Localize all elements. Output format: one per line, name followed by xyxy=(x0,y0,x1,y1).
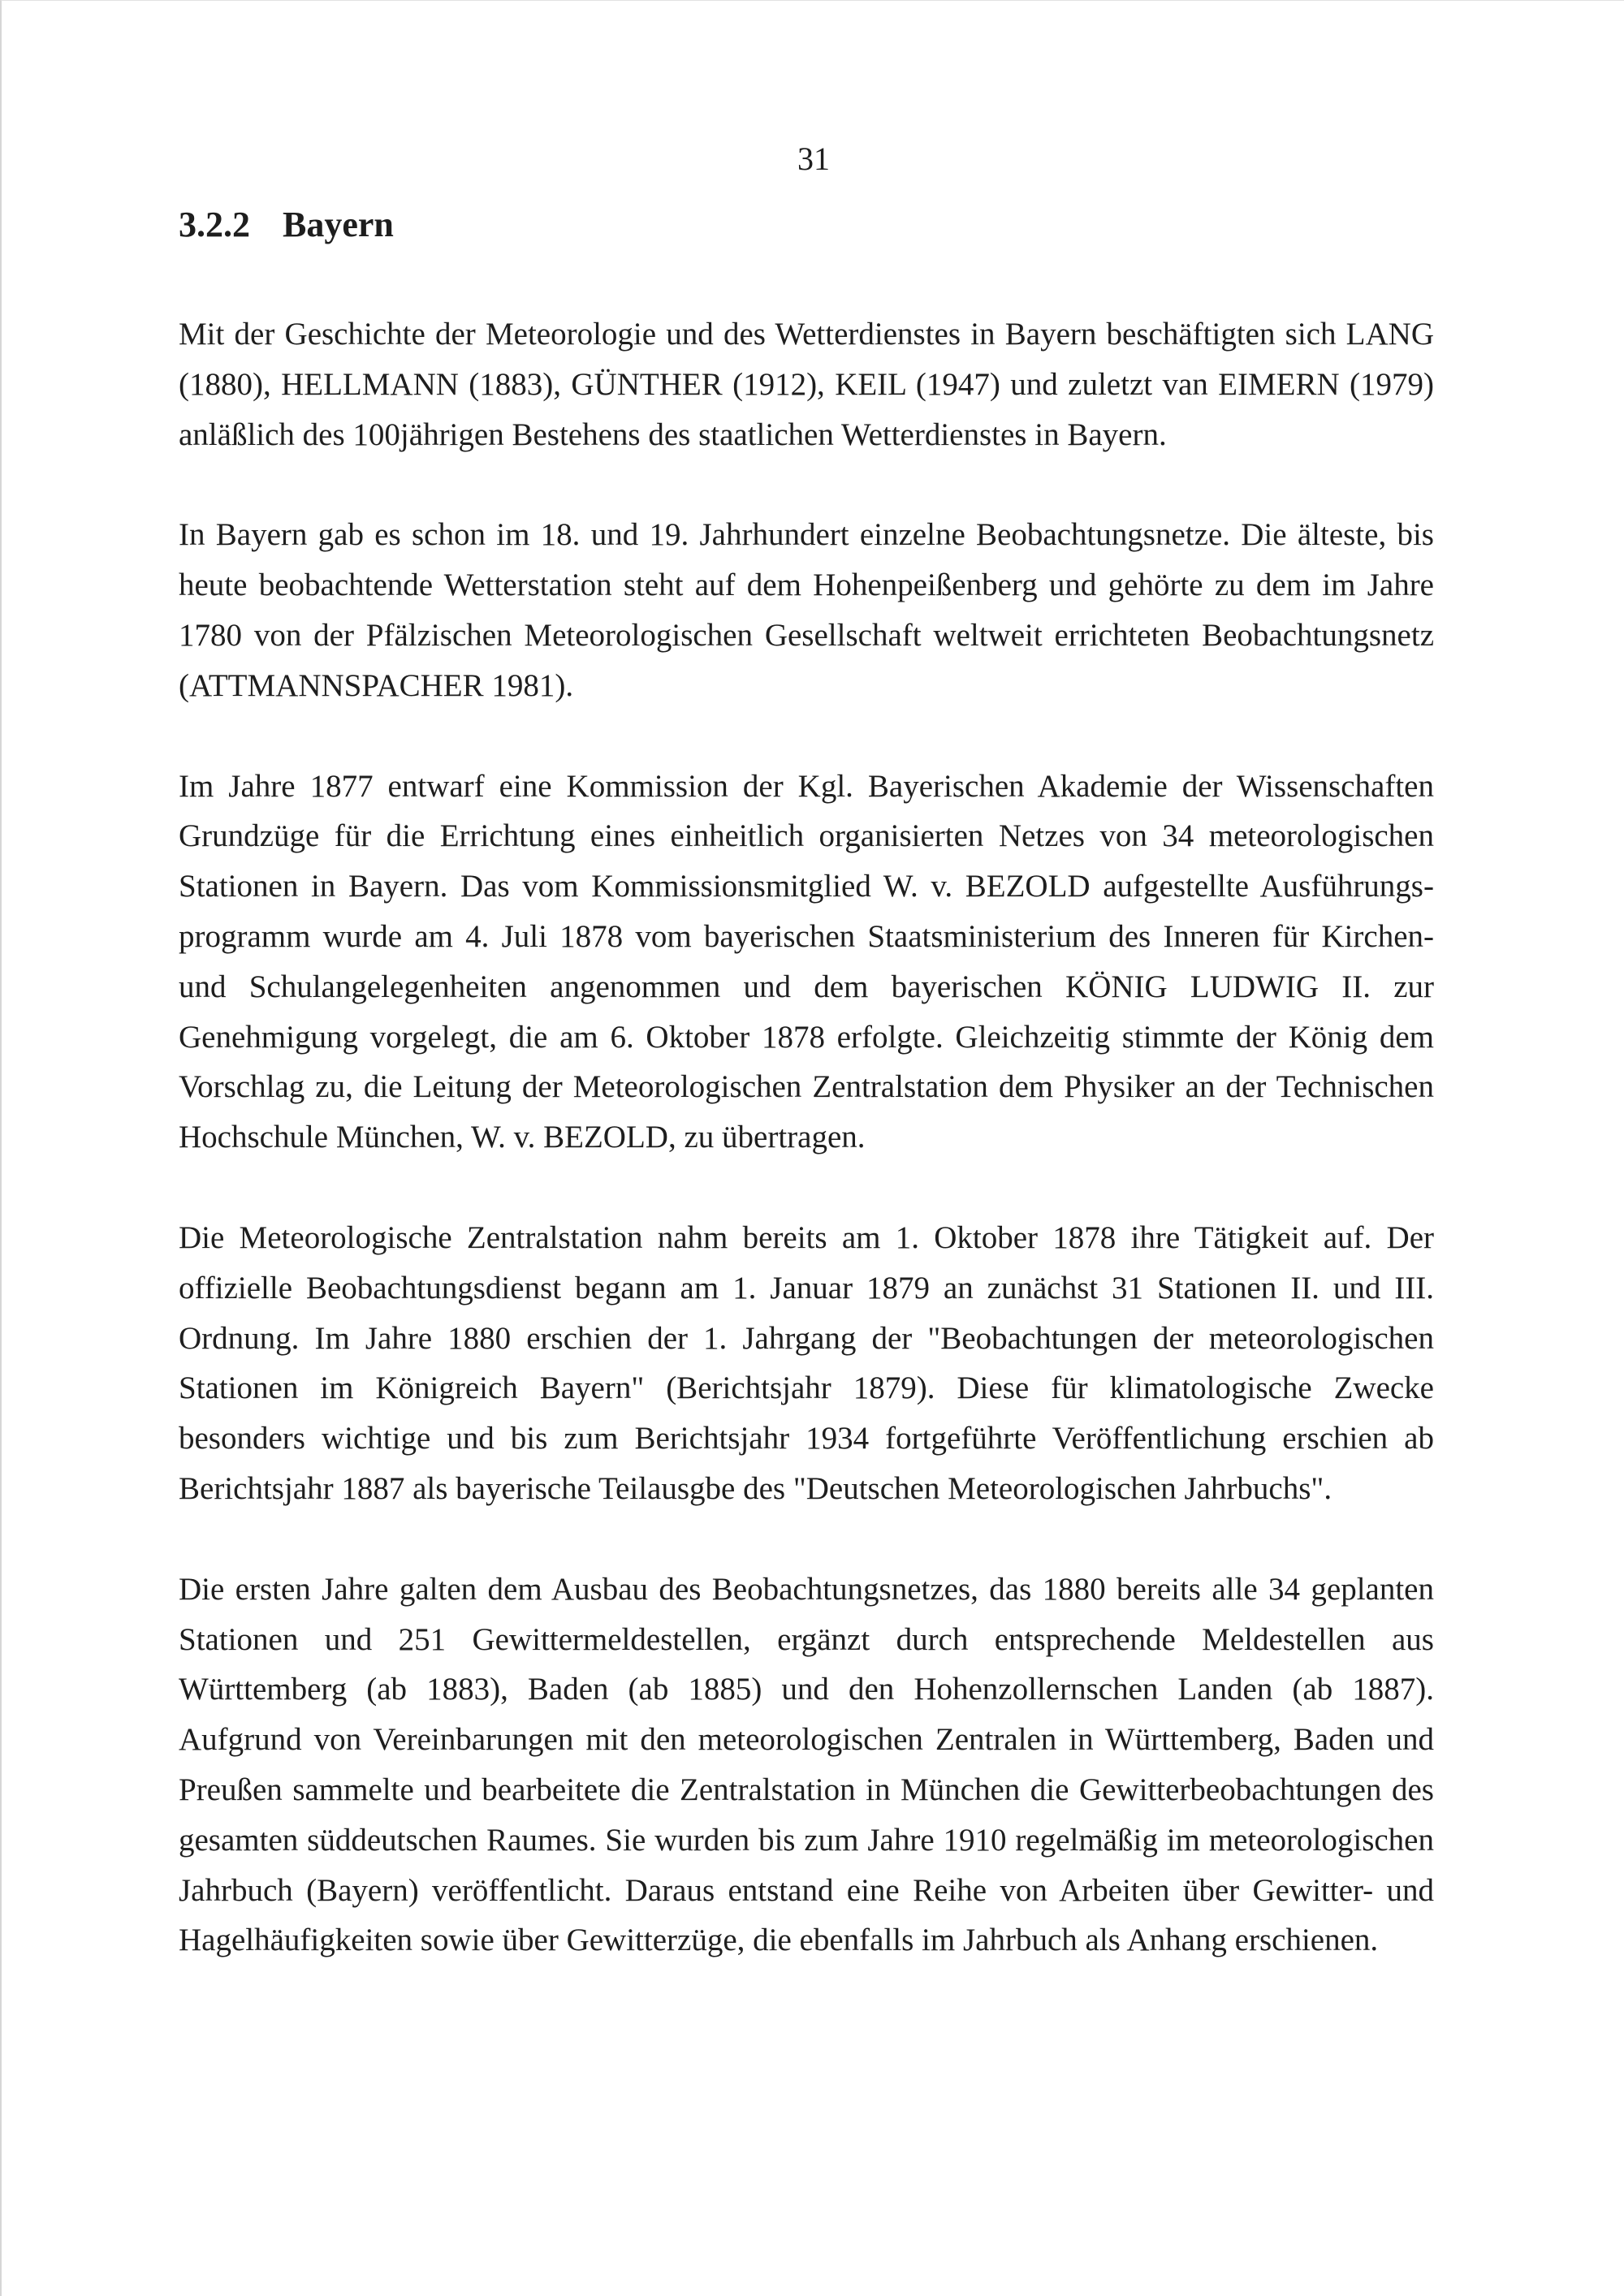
paragraph-central-station: Die Meteorologische Zentralstation nahm bereits am 1. Oktober 1878 ihre Tätigkeit auf. Der offizielle Beobachtungsdienst begann am 1. Januar 1879 an zunächst 31 Stationen II. und III. Ordnung. Im Jahre 1880 erschien der 1. Jahrgang der "Beobachtungen der meteorologischen Stationen im Königreich Bayern" (Berichtsjahr 1879). Diese für klimatologische Zwecke besonders wichtige und bis zum Berichtsjahr 1934 fortgeführte Veröffentlichung erschien ab Berichtsjahr 1887 als bayerische Teilausgbe des "Deutschen Meteorologischen Jahrbuchs". xyxy=(179,1219,1434,1506)
section-number: 3.2.2 xyxy=(179,205,250,244)
page-number: 31 xyxy=(797,140,830,177)
body-text xyxy=(179,309,1434,1966)
paragraph-history-sources: Mit der Geschichte der Meteorologie und des Wetterdienstes in Bayern beschäftigten sich LANG (1880), HELLMANN (1883), GÜNTHER (1912), KEIL (1947) und zuletzt van EIMERN (1979) anläßlich des 100jährigen Bestehens des staatlichen Wetterdienstes in Bayern. xyxy=(179,317,1434,452)
section-heading xyxy=(179,202,394,248)
paragraph-commission-1877: Im Jahre 1877 entwarf eine Kommission der Kgl. Bayerischen Akademie der Wissenschaften Grundzüge für die Errichtung eines einheitlich organisierten Netzes von 34 meteorologischen Stationen in Bayern. Das vom Kommissionsmitglied W. v. BEZOLD aufgestellte Ausführungsprogramm wurde am 4. Juli 1878 vom bayerischen Staatsministerium des Inneren für Kirchen- und Schulangelegenheiten angenommen und dem bayerischen KÖNIG LUDWIG II. zur Genehmigung vorgelegt, die am 6. Oktober 1878 erfolgte. Gleichzeitig stimmte der König dem Vorschlag zu, die Leitung der Meteorologischen Zentralstation dem Physiker an der Technischen Hochschule München, W. v. BEZOLD, zu übertragen. xyxy=(179,768,1434,1155)
paragraph-network-expansion: Die ersten Jahre galten dem Ausbau des Beobachtungsnetzes, das 1880 bereits alle 34 geplanten Stationen und 251 Gewittermeldestellen, ergänzt durch entsprechende Meldestellen aus Württemberg (ab 1883), Baden (ab 1885) und den Hohenzollernschen Landen (ab 1887). Aufgrund von Vereinbarungen mit den meteorologischen Zentralen in Württemberg, Baden und Preußen sammelte und bearbeitete die Zentralstation in München die Gewitterbeobachtungen des gesamten süddeutschen Raumes. Sie wurden bis zum Jahre 1910 regelmäßig im meteorologischen Jahrbuch (Bayern) veröffentlicht. Daraus entstand eine Reihe von Arbeiten über Gewitter- und Hagelhäufigkeiten sowie über Gewitterzüge, die ebenfalls im Jahrbuch als Anhang erschienen. xyxy=(179,1571,1434,1958)
section-title: Bayern xyxy=(283,205,394,244)
paragraph-early-networks: In Bayern gab es schon im 18. und 19. Jahrhundert einzelne Beobachtungsnetze. Die älteste, bis heute beobachtende Wetterstation steht auf dem Hohenpeißenberg und gehörte zu dem im Jahre 1780 von der Pfälzischen Meteorologischen Gesellschaft weltweit errichteten Beobachtungsnetz (ATTMANNSPACHER 1981). xyxy=(179,517,1434,703)
